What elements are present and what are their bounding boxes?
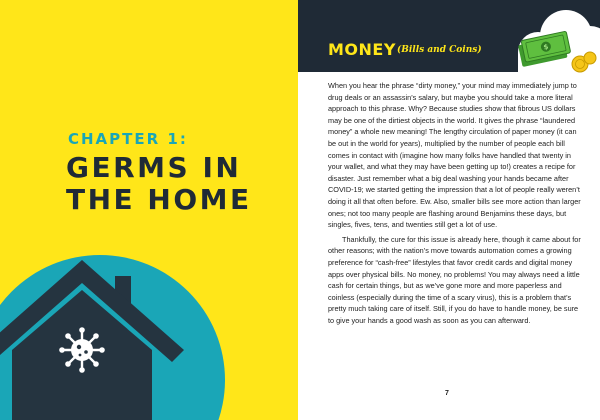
house-with-virus-icon <box>0 250 298 420</box>
paragraph: When you hear the phrase “dirty money,” your mind may immediately jump to drug deals or an assassin’s salary, but maybe you should take a more literal approach to this phrase. Why? Because studies show that fibrous US dollars may be one of the dirtiest objects in the world. It gives the phrase “laundered money” a whole new meaning! The lengthy circulation of paper money (it can be out in the world for years), multiplied by the number of people each bill comes in contact with (imagine how many folks have handled that twenty in your wallet, and what they may have been getting up to!) creates a recipe for disaster. Just remember what a big deal washing your hands became after COVID-19; we started getting the impression that a lot of people really weren’t doing it all that often before. Ew. Also, smaller bills see more action than larger ones; not too many people are flashing around Benjamins these days, but singles, fives, tens, and twenties still get a lot of use. <box>328 81 581 230</box>
section-subtitle: (Bills and Coins) <box>397 45 482 55</box>
body-text <box>328 80 586 326</box>
left-page <box>0 0 298 420</box>
chapter-title-line-1: GERMS IN <box>66 151 242 184</box>
chapter-title-line-2: THE HOME <box>66 183 252 216</box>
svg-text:$: $ <box>542 42 550 52</box>
chapter-label: CHAPTER 1: <box>68 130 188 148</box>
chapter-title <box>66 152 266 216</box>
page-number: 7 <box>445 390 449 397</box>
paragraph: Thankfully, the cure for this issue is already here, though it came about for other reasons; with the nation’s move towards automation comes a growing preference for “cash-free” lifestyles that favor credit cards and digital money apps over physical bills. No money, no problems! You may always need a little cash for certain things, but as we’ve gone more and more paperless and coinless (especially during the time of a scary virus), this is a problem that’s pretty much taking care of itself. Still, if you do have to handle money, be sure to give your hands a good wash as soon as you can afterward. <box>328 234 581 325</box>
section-title: MONEY <box>328 40 396 59</box>
right-page <box>298 0 600 420</box>
cash-and-coins-icon <box>510 12 600 82</box>
